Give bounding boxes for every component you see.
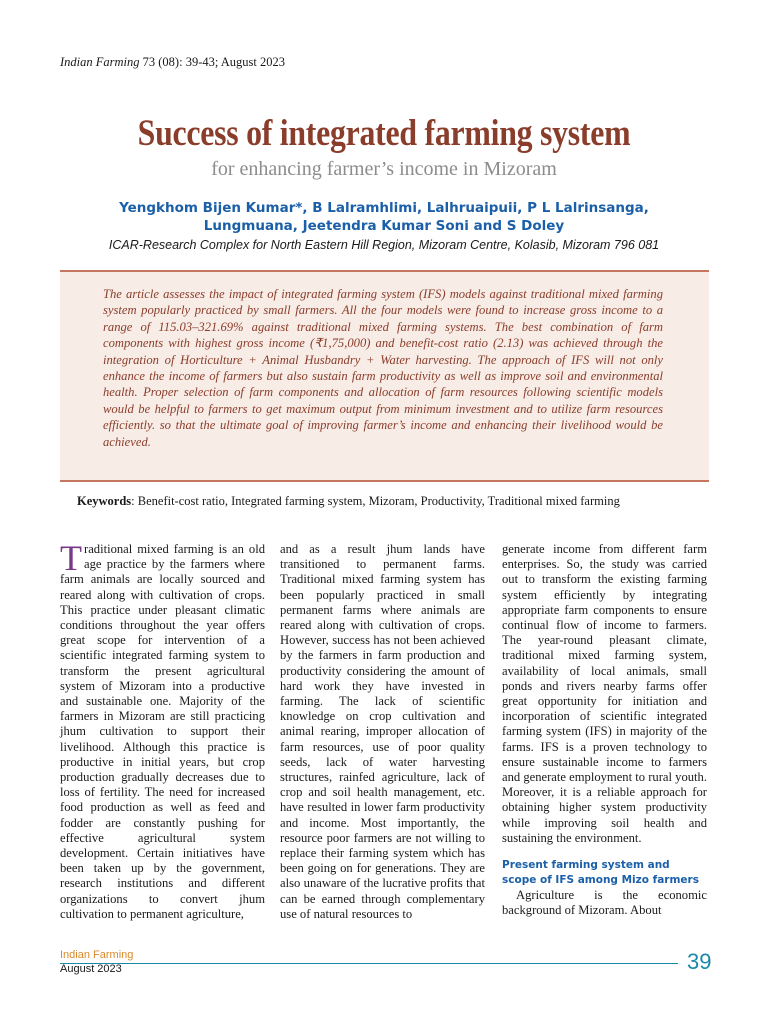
article-subtitle: for enhancing farmer’s income in Mizoram xyxy=(211,158,557,180)
article-title: Success of integrated farming system xyxy=(137,113,631,154)
page-number: 39 xyxy=(687,949,712,974)
citation-details: 73 (08): 39-43; August 2023 xyxy=(142,55,285,69)
keywords-list: : Benefit-cost ratio, Integrated farming system, Mizoram, Productivity, Traditional mixed farming xyxy=(131,494,620,508)
keywords-line xyxy=(77,494,620,509)
journal-citation xyxy=(60,55,285,70)
author-line-1: Yengkhom Bijen Kumar*, B Lalramhlimi, Lalhruaipuii, P L Lalrinsanga, xyxy=(119,200,649,216)
keywords-label: Keywords xyxy=(77,494,132,508)
abstract-box xyxy=(60,270,709,482)
abstract-text: The article assesses the impact of integrated farming system (IFS) models against traditional mixed farming system popularly practiced by small farmers. All the four models were found to increase gross income to a range of 115.03–321.69% against traditional mixed farming systems. The best combination of farm components with highest gross income (₹1,75,000) and benefit-cost ratio (2.13) was achieved through the integration of Horticulture + Animal Husbandry + Water harvesting. The approach of IFS will not only enhance the income of farmers but also sustain farm productivity as well as improve soil and environmental health. Proper selection of farm components and allocation of farm resources following scientific models would be helpful to farmers to get maximum output from minimum investment and to utilize farm resources efficiently. so that the ultimate goal of improving farmer’s income and enhancing their livelihood would be achieved. xyxy=(103,287,663,449)
body-column-3 xyxy=(502,542,707,918)
journal-name: Indian Farming xyxy=(60,55,140,69)
column-1-text: raditional mixed farming is an old age practice by the farmers where farm animals are locally sourced and reared along with cultivation of crops. This practice under pleasant climatic conditions throughout the year offers great scope for intervention of a scientific integrated farming system to transform the present agricultural system of Mizoram into a productive and sustainable one. Majority of the farmers in Mizoram are still practicing jhum cultivation to support their livelihood. Although this practice is productive in initial years, but crop production gradually decreases due to loss of fertility. The need for increased food production as well as feed and fodder are constantly pushing for effective agricultural system development. Certain initiatives have been taken up by the government, research institutions and different organizations to convert jhum cultivation to permanent agriculture, xyxy=(60,542,265,921)
drop-cap: T xyxy=(60,538,82,578)
column-2-text: and as a result jhum lands have transitioned to permanent farms. Traditional mixed farming system has been popularly practiced in small permanent farms where animals are reared along with cultivation of crops. However, success has not been achieved by the farmers in farm production and productivity considering the amount of hard work they have invested in farming. The lack of scientific knowledge on crop cultivation and animal rearing, improper allocation of farm resources, use of poor quality seeds, lack of water harvesting structures, rainfed agriculture, lack of crop and soil health management, etc. have resulted in lower farm productivity and income. Most importantly, the resource poor farmers are not willing to replace their farming system which has been going on for generations. They are also unaware of the lucrative profits that can be earned through complementary use of natural resources to xyxy=(280,542,485,921)
affiliation: ICAR-Research Complex for North Eastern Hill Region, Mizoram Centre, Kolasib, Mizoram 796 081 xyxy=(108,238,660,252)
footer-date: August 2023 xyxy=(60,963,122,975)
body-column-1 xyxy=(60,538,265,922)
body-column-2 xyxy=(280,542,485,922)
footer-divider xyxy=(60,963,678,964)
section-heading: Present farming system and scope of IFS among Mizo farmers xyxy=(502,859,699,887)
column-3-text: generate income from different farm enterprises. So, the study was carried out to transform the existing farming system efficiently by integrating appropriate farm components to ensure continual flow of income to farmers. The year-round pleasant climate, traditional mixed farming system, availability of local animals, small ponds and rivers nearby farms offer great opportunity for initiation and incorporation of scientific integrated farming system (IFS) in majority of the farms. IFS is a proven technology to ensure sustainable income to farmers and generate employment to rural youth. Moreover, it is a reliable approach for obtaining higher system productivity while improving soil health and sustaining the environment. xyxy=(502,542,707,845)
footer-journal-name: Indian Farming xyxy=(60,949,134,961)
author-line-2: Lungmuana, Jeetendra Kumar Soni and S Doley xyxy=(203,218,565,234)
author-list xyxy=(80,199,688,235)
column-3-continued-text: Agriculture is the economic background of Mizoram. About xyxy=(502,888,707,918)
